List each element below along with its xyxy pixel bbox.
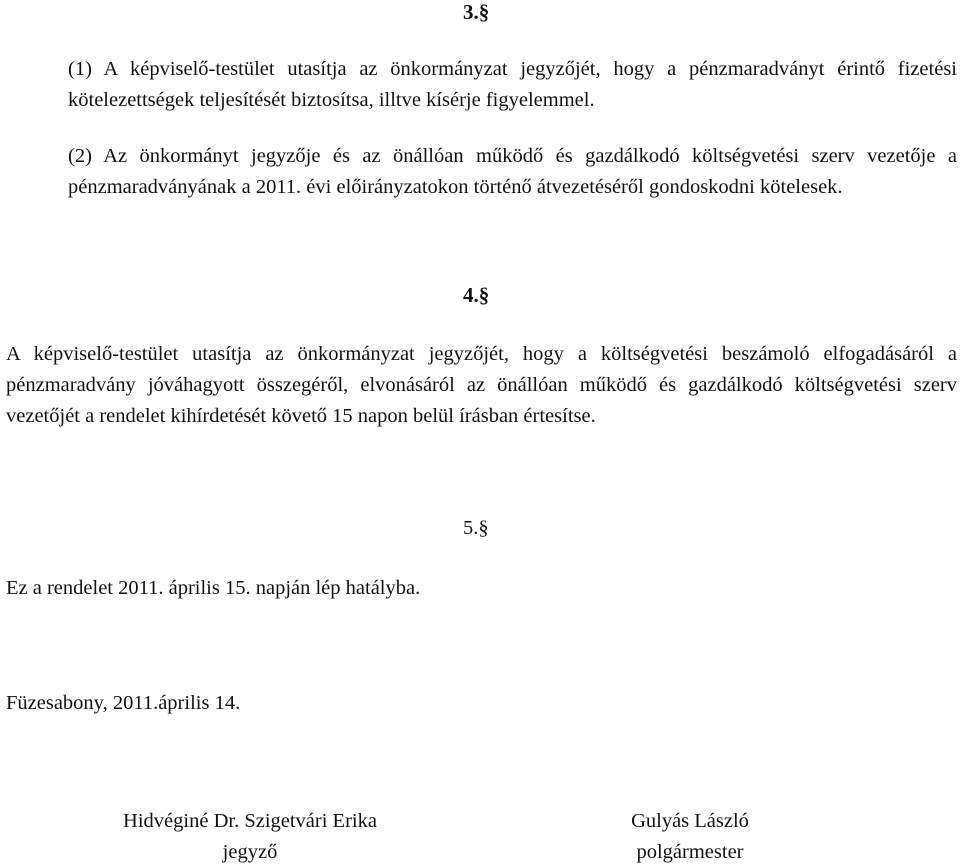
section-4-paragraph-text: A képviselő-testület utasítja az önkormányzat jegyzőjét, hogy a költségvetési beszámoló elfogadásáról a pénzmaradvány jóváhagyott összegéről, elvonásáról az önállóan működő és gazdálkodó költségvetési szerv vezetőjét a rendelet kihírdetését követő 15 napon belül írásban értesítse. <box>6 343 957 427</box>
section-4-heading: 4.§ <box>463 283 490 307</box>
signature-right-title: polgármester <box>636 841 744 863</box>
section-3-paragraph-1-text: (1) A képviselő-testület utasítja az önkormányzat jegyzőjét, hogy a pénzmaradványt érintő fizetési kötelezettségek teljesítését biztosítsa, illtve kísérje figyelemmel. <box>68 58 957 111</box>
section-3-heading: 3.§ <box>463 0 490 24</box>
section-5-paragraph: Ez a rendelet 2011. április 15. napján lép hatályba. <box>6 577 421 599</box>
signature-left-title: jegyző <box>222 841 278 863</box>
section-3-paragraph-2 <box>30 141 957 203</box>
section-3-paragraph-1 <box>30 54 957 116</box>
signature-right-name: Gulyás László <box>631 810 749 832</box>
section-5-heading: 5.§ <box>463 517 489 539</box>
section-3-paragraph-2-text: (2) Az önkormányt jegyzője és az önállóan működő és gazdálkodó költségvetési szerv vezetője a pénzmaradványának a 2011. évi előirányzatokon történő átvezetéséről gondoskodni kötelesek. <box>68 145 957 198</box>
signature-left-name: Hidvéginé Dr. Szigetvári Erika <box>123 810 377 832</box>
place-date: Füzesabony, 2011.április 14. <box>6 692 241 714</box>
signature-right <box>590 806 790 868</box>
signature-left <box>85 806 415 868</box>
section-4-paragraph <box>6 339 957 432</box>
